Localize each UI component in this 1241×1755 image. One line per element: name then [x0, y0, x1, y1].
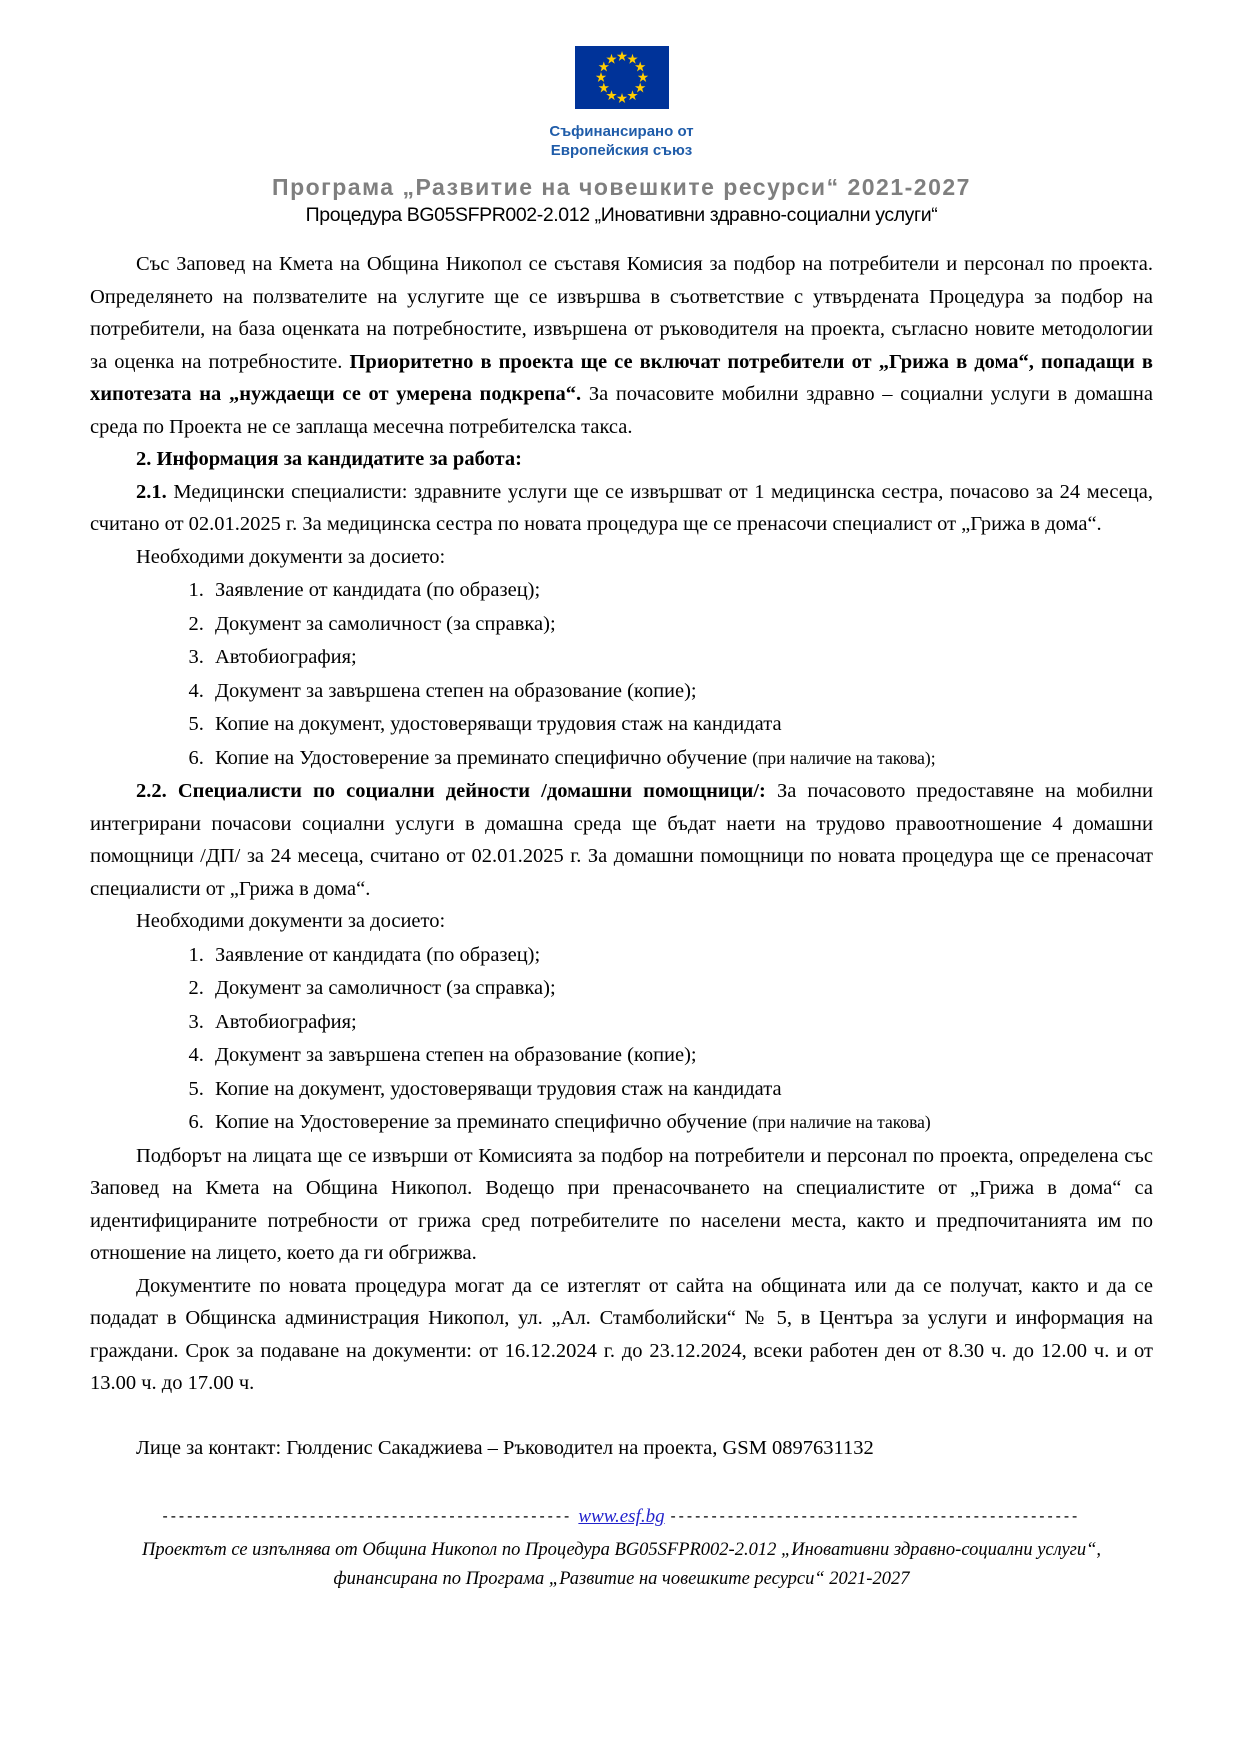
list-item: 4. Документ за завършена степен на образование (копие); — [209, 1039, 1153, 1072]
intro-paragraph — [90, 248, 1153, 443]
list-item-main: Копие на Удостоверение за преминато специфично обучение — [215, 1111, 753, 1134]
eu-cofinance-caption — [549, 122, 693, 160]
intro-text-2: За почасовите мобилни здравно – социални услуги в домашна среда по Проекта не се заплаща месечна потребителска такса. — [90, 383, 1153, 438]
selection-paragraph: Подборът на лицата ще се извърши от Комисията за подбор на потребители и персонал по проекта, определена със Заповед на Кмета на Община Никопол. Водещо при пренасочването на специалистите от „Грижа в дома“ са идентифицираните потребности от грижа сред потребителите по населени места, както и предпочитанията им по отношение на лицето, което да ги обгрижва. — [90, 1144, 1153, 1265]
footer-divider — [90, 1506, 1153, 1528]
list-item-main: Копие на Удостоверение за преминато специфично обучение — [215, 746, 753, 769]
paragraph-2-2 — [90, 775, 1153, 905]
list-item: 1. Заявление от кандидата (по образец); — [209, 939, 1153, 972]
divider-dashes-left: -------------------------------------------------- — [162, 1508, 573, 1525]
paragraph-2-2-heading: 2.2. Специалисти по социални дейности /домашни помощници/: — [136, 780, 766, 803]
list-item: 5. Копие на документ, удостоверяващи трудовия стаж на кандидата — [209, 1073, 1153, 1106]
procedure-subtitle: Процедура BG05SFPR002-2.012 „Иновативни здравно-социални услуги“ — [305, 204, 938, 227]
list-item: 1. Заявление от кандидата (по образец); — [209, 574, 1153, 607]
list-item: 2. Документ за самоличност (за справка); — [209, 608, 1153, 641]
list-item — [209, 742, 1153, 775]
document-header — [90, 46, 1153, 227]
submission-paragraph: Документите по новата процедура могат да се изтеглят от сайта на общината или да се получат, както и да се подадат в Общинска администрация Никопол, ул. „Ал. Стамболийски“ № 5, в Центъра за услуги и информация на граждани. Срок за подаване на документи: от 16.12.2024 г. до 23.12.2024, всеки работен ден от 8.30 ч. до 12.00 ч. и от 13.00 ч. до 17.00 ч. — [90, 1274, 1153, 1395]
dossier-list-1 — [90, 574, 1153, 774]
divider-dashes-right: -------------------------------------------------- — [670, 1508, 1081, 1525]
dossier-list-2 — [90, 939, 1153, 1139]
document-body — [90, 248, 1153, 1464]
paragraph-2-1-text: Медицински специалисти: здравните услуги ще се извършват от 1 медицинска сестра, почасово за 24 месеца, считано от 02.01.2025 г. За медицинска сестра по новата процедура ще се пренасочи специалист от „Грижа в дома“. — [90, 480, 1153, 536]
list-item: 3. Автобиография; — [209, 1006, 1153, 1039]
contact-line: Лице за контакт: Гюлденис Сакаджиева – Ръководител на проекта, GSM 0897631132 — [136, 1436, 874, 1459]
eu-flag-icon — [575, 46, 669, 109]
eu-cofinance-line2: Европейския съюз — [550, 142, 693, 160]
paragraph-2-1-number: 2.1. — [136, 480, 167, 503]
list-item — [209, 1106, 1153, 1139]
footer-note-line1: Проектът се изпълнява от Община Никопол по Процедура BG05SFPR002-2.012 „Иновативни здравно-социални услуги“, — [141, 1540, 1102, 1561]
list-item: 4. Документ за завършена степен на образование (копие); — [209, 675, 1153, 708]
footer-note — [90, 1536, 1153, 1594]
intro-priority-bold: Приоритетно в проекта ще се включат потребители от „Грижа в дома“, попадащи в хипотезата на „нуждаещи се от умерена подкрепа“. — [90, 350, 1153, 406]
page-title: Програма „Развитие на човешките ресурси“ 2021-2027 — [272, 174, 971, 201]
intro-text-1: Със Заповед на Кмета на Община Никопол се съставя Комисия за подбор на потребители и персонал по проекта. Определянето на ползвателите на услугите ще се извършва в съответствие с утвърдената Процедура за подбор на потребители, на база оценката на потребностите, извършена от ръководителя на проекта, съгласно новите методологии за оценка на потребностите. — [90, 253, 1153, 373]
eu-funding-block — [90, 46, 1153, 160]
eu-cofinance-line1: Съфинансирано от — [549, 123, 694, 140]
list-item-note: (при наличие на такова) — [752, 1112, 931, 1133]
section-2-heading: 2. Информация за кандидатите за работа: — [136, 448, 522, 471]
dossier-docs-heading-2: Необходими документи за досието: — [136, 910, 446, 933]
list-item: 2. Документ за самоличност (за справка); — [209, 972, 1153, 1005]
list-item: 5. Копие на документ, удостоверяващи трудовия стаж на кандидата — [209, 708, 1153, 741]
footer-note-line2: финансирана по Програма „Развитие на човешките ресурси“ 2021-2027 — [333, 1569, 910, 1590]
paragraph-2-2-text: За почасовото предоставяне на мобилни интегрирани почасови социални услуги в домашна среда ще бъдат наети на трудово правоотношение 4 домашни помощници /ДП/ за 24 месеца, считано от 02.01.2025 г. За домашни помощници по новата процедура ще се пренасочат специалисти от „Грижа в дома“. — [90, 780, 1154, 900]
dossier-docs-heading-1: Необходими документи за досието: — [136, 545, 446, 568]
esf-link[interactable]: www.esf.bg — [578, 1506, 665, 1528]
paragraph-2-1 — [90, 476, 1153, 541]
document-footer — [90, 1506, 1153, 1594]
list-item: 3. Автобиография; — [209, 641, 1153, 674]
list-item-note: (при наличие на такова); — [752, 747, 936, 768]
